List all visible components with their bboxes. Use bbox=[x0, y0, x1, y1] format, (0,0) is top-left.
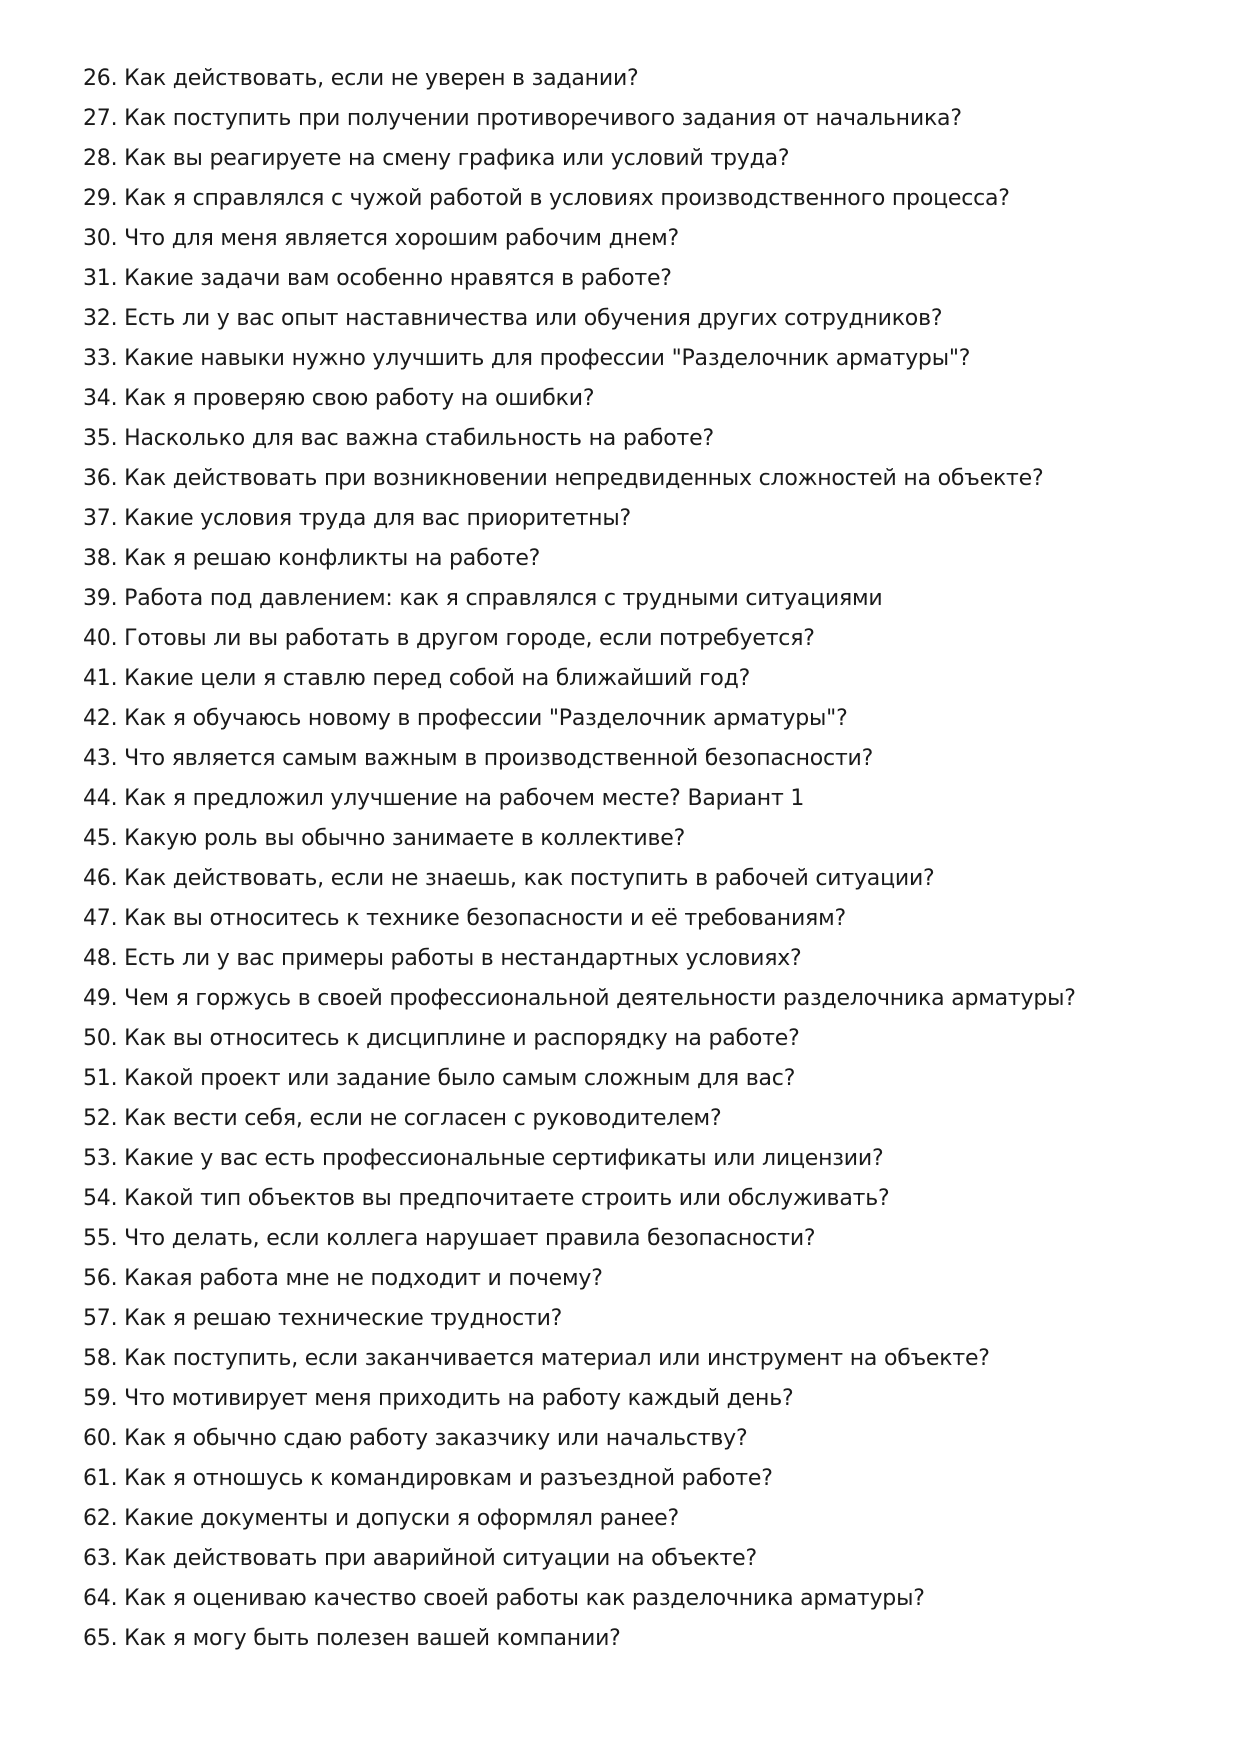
question-item: 49. Чем я горжусь в своей профессиональной деятельности разделочника арматуры? bbox=[83, 986, 1076, 1011]
question-list bbox=[83, 59, 1203, 1659]
question-item: 50. Как вы относитесь к дисциплине и распорядку на работе? bbox=[83, 1026, 800, 1051]
question-item: 34. Как я проверяю свою работу на ошибки? bbox=[83, 386, 595, 411]
question-item: 52. Как вести себя, если не согласен с руководителем? bbox=[83, 1106, 722, 1131]
question-item: 29. Как я справлялся с чужой работой в условиях производственного процесса? bbox=[83, 186, 1010, 211]
question-item: 44. Как я предложил улучшение на рабочем месте? Вариант 1 bbox=[83, 786, 805, 811]
question-item: 63. Как действовать при аварийной ситуации на объекте? bbox=[83, 1546, 757, 1571]
question-item: 26. Как действовать, если не уверен в задании? bbox=[83, 66, 639, 91]
question-item: 31. Какие задачи вам особенно нравятся в работе? bbox=[83, 266, 672, 291]
question-item: 28. Как вы реагируете на смену графика или условий труда? bbox=[83, 146, 790, 171]
question-item: 51. Какой проект или задание было самым сложным для вас? bbox=[83, 1066, 796, 1091]
question-item: 42. Как я обучаюсь новому в профессии "Разделочник арматуры"? bbox=[83, 706, 848, 731]
question-item: 39. Работа под давлением: как я справлялся с трудными ситуациями bbox=[83, 586, 883, 611]
question-item: 64. Как я оцениваю качество своей работы как разделочника арматуры? bbox=[83, 1586, 925, 1611]
question-item: 53. Какие у вас есть профессиональные сертификаты или лицензии? bbox=[83, 1146, 884, 1171]
question-item: 60. Как я обычно сдаю работу заказчику или начальству? bbox=[83, 1426, 748, 1451]
question-item: 35. Насколько для вас важна стабильность на работе? bbox=[83, 426, 714, 451]
question-item: 65. Как я могу быть полезен вашей компании? bbox=[83, 1626, 621, 1651]
question-item: 43. Что является самым важным в производственной безопасности? bbox=[83, 746, 874, 771]
question-item: 41. Какие цели я ставлю перед собой на ближайший год? bbox=[83, 666, 751, 691]
question-item: 36. Как действовать при возникновении непредвиденных сложностей на объекте? bbox=[83, 466, 1044, 491]
question-item: 33. Какие навыки нужно улучшить для профессии "Разделочник арматуры"? bbox=[83, 346, 971, 371]
question-item: 48. Есть ли у вас примеры работы в нестандартных условиях? bbox=[83, 946, 802, 971]
question-item: 62. Какие документы и допуски я оформлял ранее? bbox=[83, 1506, 679, 1531]
question-item: 55. Что делать, если коллега нарушает правила безопасности? bbox=[83, 1226, 816, 1251]
question-item: 47. Как вы относитесь к технике безопасности и её требованиям? bbox=[83, 906, 846, 931]
question-item: 57. Как я решаю технические трудности? bbox=[83, 1306, 563, 1331]
question-item: 32. Есть ли у вас опыт наставничества или обучения других сотрудников? bbox=[83, 306, 943, 331]
question-item: 40. Готовы ли вы работать в другом городе, если потребуется? bbox=[83, 626, 815, 651]
question-item: 59. Что мотивирует меня приходить на работу каждый день? bbox=[83, 1386, 794, 1411]
question-item: 27. Как поступить при получении противоречивого задания от начальника? bbox=[83, 106, 962, 131]
question-item: 56. Какая работа мне не подходит и почему? bbox=[83, 1266, 603, 1291]
question-item: 46. Как действовать, если не знаешь, как поступить в рабочей ситуации? bbox=[83, 866, 935, 891]
question-item: 30. Что для меня является хорошим рабочим днем? bbox=[83, 226, 680, 251]
question-item: 45. Какую роль вы обычно занимаете в коллективе? bbox=[83, 826, 686, 851]
question-item: 38. Как я решаю конфликты на работе? bbox=[83, 546, 541, 571]
question-item: 37. Какие условия труда для вас приоритетны? bbox=[83, 506, 632, 531]
question-item: 54. Какой тип объектов вы предпочитаете строить или обслуживать? bbox=[83, 1186, 890, 1211]
question-item: 58. Как поступить, если заканчивается материал или инструмент на объекте? bbox=[83, 1346, 990, 1371]
question-item: 61. Как я отношусь к командировкам и разъездной работе? bbox=[83, 1466, 773, 1491]
